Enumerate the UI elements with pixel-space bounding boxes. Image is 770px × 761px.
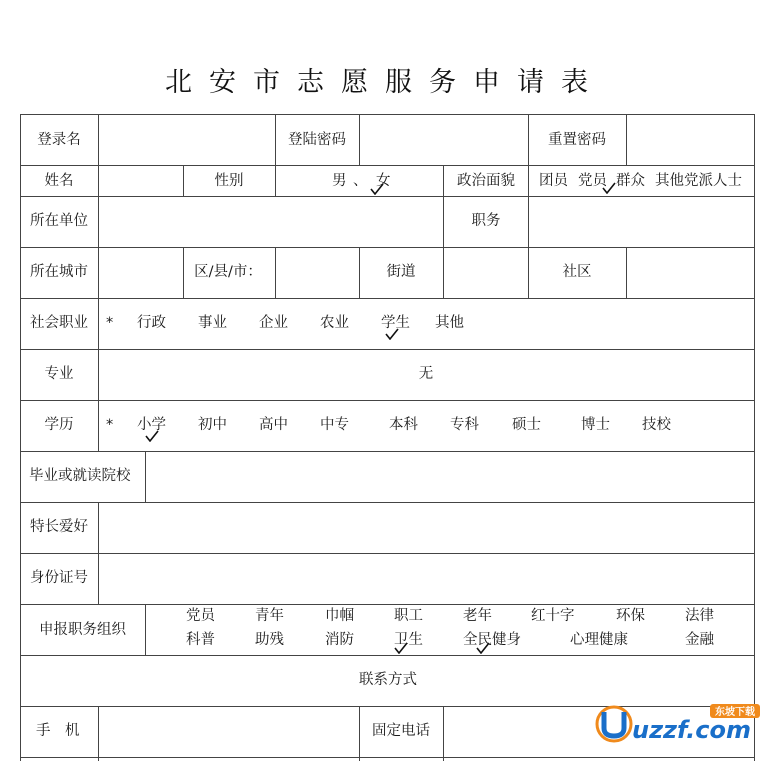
unit-field[interactable] [99,197,443,247]
login-password-field[interactable] [360,115,528,165]
login-password-label: 登陆密码 [288,132,346,148]
education-required-mark: * [106,417,114,433]
occupation-required-mark: * [106,315,114,331]
unit-label: 所在单位 [30,213,88,229]
mobile-field[interactable] [99,707,359,757]
checkmark-icon [385,328,399,340]
org-option[interactable]: 全民健身 [463,632,521,648]
name-field[interactable] [99,166,183,196]
district-label: 区/县/市： [194,264,262,280]
name-label: 姓名 [44,173,74,189]
landline-label: 固定电话 [372,723,430,739]
education-option[interactable]: 硕士 [512,417,541,433]
contact-section-title: 联系方式 [359,672,417,688]
reset-password-field[interactable] [627,115,754,165]
org-option[interactable]: 党员 [186,608,215,624]
position-label: 职务 [471,213,501,229]
watermark-tagline: 东坡下载 [715,707,755,718]
checkmark-icon [394,642,408,654]
org-label: 申报职务组织 [39,622,126,638]
gender-label: 性别 [214,173,244,189]
gender-separator: 、 [353,173,368,189]
checkmark-icon [602,182,616,194]
political-option-league[interactable]: 团员 [539,173,568,189]
gender-option-male[interactable]: 男 [332,173,347,189]
occupation-option[interactable]: 行政 [137,315,166,331]
org-option[interactable]: 职工 [394,608,423,624]
occupation-option[interactable]: 企业 [259,315,288,331]
occupation-label: 社会职业 [30,315,88,331]
major-value[interactable]: 无 [418,366,434,382]
org-option[interactable]: 法律 [685,608,714,624]
position-field[interactable] [529,197,754,247]
education-option[interactable]: 专科 [450,417,479,433]
education-option[interactable]: 中专 [320,417,349,433]
checkmark-icon [476,642,490,654]
org-option[interactable]: 消防 [325,632,354,648]
checkmark-icon [145,430,159,442]
education-label: 学历 [44,417,74,433]
org-option[interactable]: 卫生 [394,632,423,648]
idcard-label: 身份证号 [30,570,88,586]
occupation-option[interactable]: 事业 [198,315,227,331]
education-option[interactable]: 技校 [642,417,671,433]
education-option[interactable]: 初中 [198,417,227,433]
org-option[interactable]: 巾帼 [325,608,354,624]
reset-password-label: 重置密码 [548,132,606,148]
hobby-field[interactable] [99,503,754,553]
city-field[interactable] [99,248,183,298]
login-name-label: 登录名 [37,132,81,148]
form-title: 北安市志愿服务申请表 [165,67,605,98]
political-option-masses[interactable]: 群众 [616,173,645,189]
street-field[interactable] [444,248,528,298]
org-option[interactable]: 红十字 [531,608,575,624]
org-option[interactable]: 环保 [616,608,645,624]
hobby-label: 特长爱好 [30,519,88,535]
occupation-option[interactable]: 农业 [320,315,349,331]
city-label: 所在城市 [30,264,88,280]
school-label: 毕业或就读院校 [29,468,131,484]
org-option[interactable]: 青年 [255,608,284,624]
mobile-label: 手 机 [36,723,80,739]
org-option[interactable]: 老年 [463,608,492,624]
street-label: 街道 [386,264,416,280]
org-option[interactable]: 助残 [255,632,284,648]
uzzf-watermark-logo [592,702,764,746]
org-option[interactable]: 金融 [685,632,714,648]
education-option[interactable]: 高中 [259,417,288,433]
political-option-party[interactable]: 党员 [578,173,607,189]
political-label: 政治面貌 [457,173,515,189]
political-option-other[interactable]: 其他党派人士 [655,173,742,189]
major-label: 专业 [44,366,74,382]
community-field[interactable] [627,248,754,298]
idcard-field[interactable] [99,554,754,604]
education-option[interactable]: 博士 [581,417,610,433]
gender-option-female[interactable]: 女 [376,173,391,189]
community-label: 社区 [562,264,592,280]
education-option[interactable]: 本科 [389,417,418,433]
occupation-option[interactable]: 其他 [435,315,464,331]
education-option[interactable]: 小学 [137,417,166,433]
district-field[interactable] [276,248,359,298]
org-option[interactable]: 心理健康 [570,632,628,648]
occupation-option[interactable]: 学生 [381,315,410,331]
school-field[interactable] [146,452,754,502]
watermark-brand: uzzf.com [632,716,751,744]
checkmark-icon [370,183,384,195]
login-name-field[interactable] [99,115,275,165]
org-option[interactable]: 科普 [186,632,215,648]
